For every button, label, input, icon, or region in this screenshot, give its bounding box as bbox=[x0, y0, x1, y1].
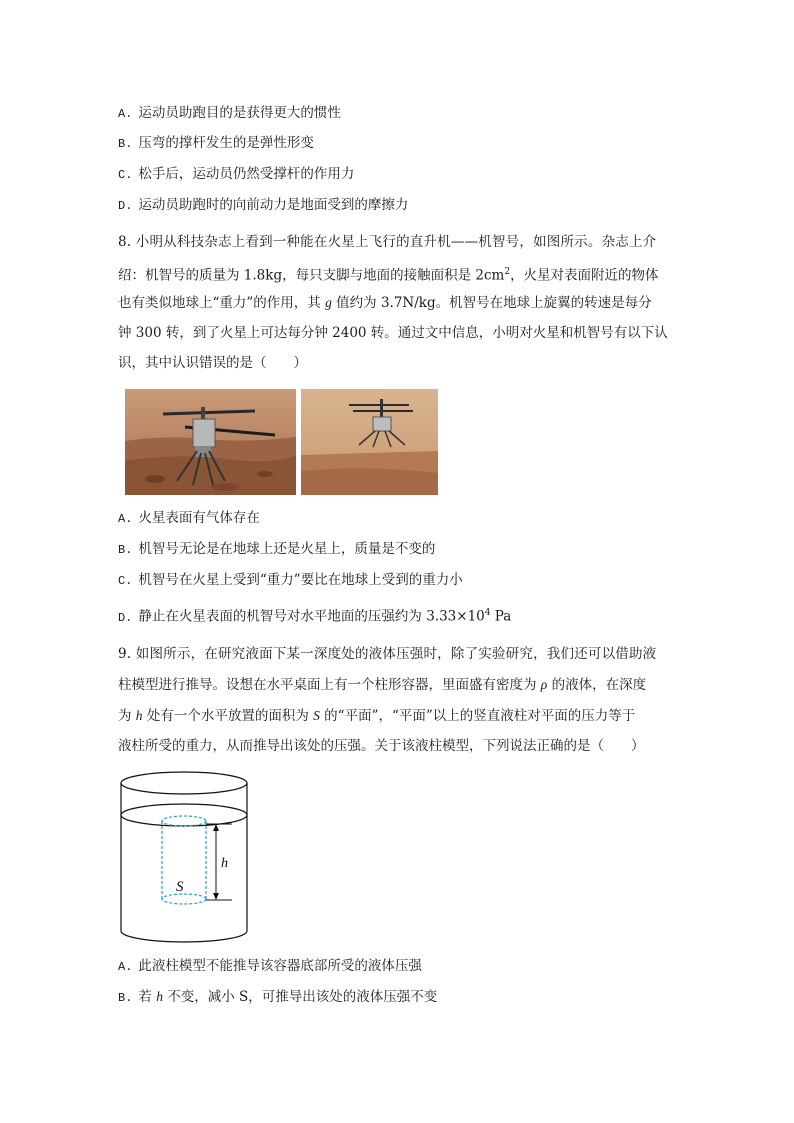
q9-stem-line2: 柱模型进行推导。设想在水平桌面上有一个柱形容器，里面盛有密度为 ρ 的液体，在深度 bbox=[118, 677, 647, 693]
q8-option-b: B. 机智号无论是在地球上还是火星上，质量是不变的 bbox=[118, 541, 436, 557]
q9-stem-line4: 液柱所受的重力，从而推导出该处的压强。关于该液柱模型，下列说法正确的是（ ） bbox=[118, 738, 645, 754]
q7-option-d: D. 运动员助跑时的向前动力是地面受到的摩擦力 bbox=[118, 197, 409, 213]
helicopter-photo-hovering bbox=[301, 389, 438, 495]
helicopter-photo-landed bbox=[125, 389, 296, 495]
q9-stem-line3: 为 h 处有一个水平放置的面积为 S 的“平面”，“平面”以上的竖直液柱对平面的压力等于 bbox=[118, 708, 636, 724]
q8-option-d: D. 静止在火星表面的机智号对水平地面的压强约为 $3.33\times 10^4$ Pa bbox=[118, 608, 512, 625]
q8-stem-line5: 识，其中认识错误的是（ ） bbox=[118, 355, 307, 371]
q9-stem-line1: 9. 如图所示，在研究液面下某一深度处的液体压强时，除了实验研究，我们还可以借助液 bbox=[118, 646, 657, 662]
q8-option-a: A. 火星表面有气体存在 bbox=[118, 510, 260, 526]
q7-option-b: B. 压弯的撑杆发生的是弹性形变 bbox=[118, 135, 314, 151]
q7-option-c: C. 松手后，运动员仍然受撑杆的作用力 bbox=[118, 166, 355, 182]
q8-stem-line4: 钟 300 转，到了火星上可达每分钟 2400 转。通过文中信息，小明对火星和机智号有以下认 bbox=[118, 325, 668, 341]
diagram-label-h: h bbox=[221, 856, 228, 871]
q8-option-c: C. 机智号在火星上受到“重力”要比在地球上受到的重力小 bbox=[118, 572, 463, 588]
q8-stem-line2: 绍：机智号的质量为 1.8kg，每只支脚与地面的接触面积是 $2cm^2$，火星对表面附近的物体 bbox=[118, 267, 659, 284]
liquid-column-diagram bbox=[114, 769, 254, 947]
q8-stem-line3: 也有类似地球上“重力”的作用，其 g 值约为 3.7N/kg。机智号在地球上旋翼的转速是每分 bbox=[118, 295, 652, 311]
diagram-label-s: S bbox=[176, 879, 184, 895]
q9-option-a: A. 此液柱模型不能推导该容器底部所受的液体压强 bbox=[118, 958, 422, 974]
q7-option-a: A. 运动员助跑目的是获得更大的惯性 bbox=[118, 105, 341, 121]
q9-option-b: B. 若 h 不变，减小 S，可推导出该处的液体压强不变 bbox=[118, 989, 438, 1005]
q8-stem-line1: 8. 小明从科技杂志上看到一种能在火星上飞行的直升机——机智号，如图所示。杂志上介 bbox=[118, 234, 657, 250]
